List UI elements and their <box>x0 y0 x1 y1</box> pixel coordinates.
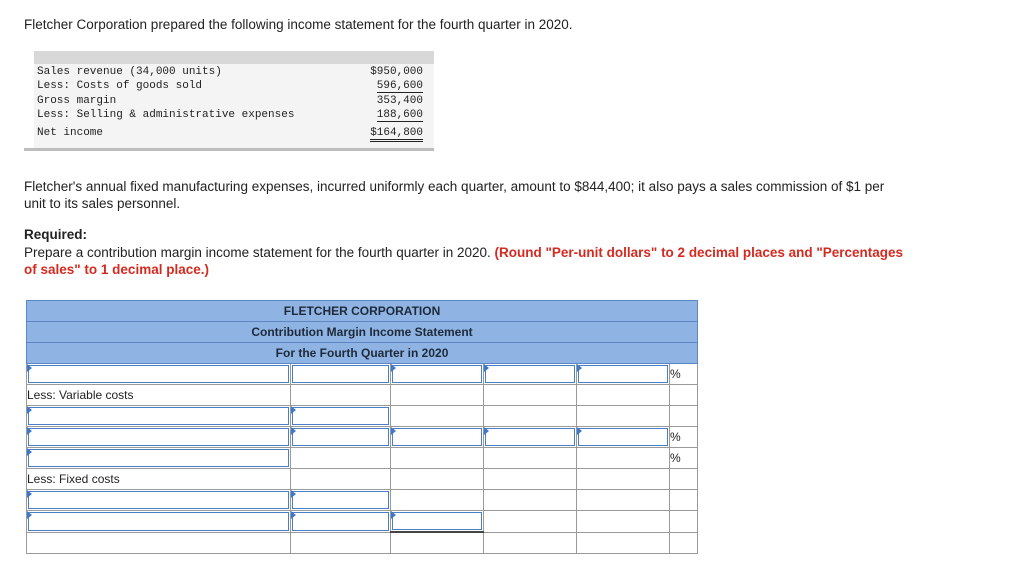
dropdown-arrow-icon <box>27 427 32 435</box>
contribution-margin-statement <box>26 300 698 554</box>
dropdown-arrow-icon <box>27 448 32 456</box>
table-row <box>27 427 698 448</box>
sales-per-unit-input[interactable] <box>392 365 482 383</box>
variable-cost-per-unit-input[interactable] <box>392 428 482 446</box>
statement-period: For the Fourth Quarter in 2020 <box>27 343 698 364</box>
dropdown-arrow-icon <box>577 364 582 372</box>
variable-cost-percent-input[interactable] <box>578 428 668 446</box>
variable-cost-2-amount-input[interactable] <box>292 428 389 446</box>
variable-cost-amount-input[interactable] <box>292 407 389 425</box>
table-row <box>27 490 698 511</box>
statement-company: FLETCHER CORPORATION <box>27 301 698 322</box>
percent-sign: % <box>670 364 698 385</box>
intro-text: Fletcher Corporation prepared the following income statement for the fourth quarter in 2020. <box>24 17 573 32</box>
table-row <box>27 364 698 385</box>
sales-amount-input[interactable] <box>292 365 389 383</box>
fixed-cost-amount-input[interactable] <box>292 491 389 509</box>
fixed-cost-2-amount-input[interactable] <box>292 512 389 531</box>
dropdown-arrow-icon <box>291 511 296 519</box>
fixed-cost-total-input[interactable] <box>392 512 482 530</box>
table-row <box>27 469 698 490</box>
table-row <box>27 406 698 427</box>
dropdown-arrow-icon <box>27 406 32 414</box>
rounding-note: (Round "Per-unit dollars" to 2 decimal places and "Percentages of sales" to 1 decimal place.) <box>24 245 904 277</box>
statement-title: Contribution Margin Income Statement <box>27 322 698 343</box>
dropdown-arrow-icon <box>391 427 396 435</box>
required-heading: Required: <box>24 227 88 242</box>
dropdown-arrow-icon <box>27 490 32 498</box>
dropdown-arrow-icon <box>484 427 489 435</box>
dropdown-arrow-icon <box>291 406 296 414</box>
dropdown-arrow-icon <box>27 364 32 372</box>
percent-sign: % <box>670 448 698 469</box>
dropdown-arrow-icon <box>391 511 396 519</box>
variable-cost-units-input[interactable] <box>485 428 575 446</box>
table-row <box>27 511 698 533</box>
dropdown-arrow-icon <box>484 364 489 372</box>
dropdown-arrow-icon <box>27 511 32 519</box>
fixed-cost-2-label-input[interactable] <box>28 512 289 531</box>
dropdown-arrow-icon <box>291 490 296 498</box>
variable-cost-2-label-input[interactable] <box>28 428 289 446</box>
dropdown-arrow-icon <box>391 364 396 372</box>
fixed-cost-label-input[interactable] <box>28 491 289 509</box>
contribution-margin-label-input[interactable] <box>28 449 289 467</box>
variable-cost-label-input[interactable] <box>28 407 289 425</box>
income-statement-header-band <box>34 51 434 64</box>
sales-units-input[interactable] <box>485 365 575 383</box>
dropdown-arrow-icon <box>577 427 582 435</box>
variable-costs-label: Less: Variable costs <box>27 385 291 406</box>
table-row <box>27 385 698 406</box>
income-statement: Sales revenue (34,000 units) $950,000 Less: Costs of goods sold 596,600 Gross margin 353,400 Less: Selling & administrative expenses 188,600 Net income $164,800 <box>34 51 434 151</box>
required-instructions: Prepare a contribution margin income statement for the fourth quarter in 2020. (Round "Per-unit dollars" to 2 decimal places and "Percentages of sales" to 1 decimal place.) <box>24 245 904 277</box>
dropdown-arrow-icon <box>291 427 296 435</box>
sales-percent-input[interactable] <box>578 365 668 383</box>
table-row <box>27 448 698 469</box>
fixed-costs-label: Less: Fixed costs <box>27 469 291 490</box>
table-row <box>27 532 698 554</box>
sales-label-input[interactable] <box>28 365 289 383</box>
percent-sign: % <box>670 427 698 448</box>
fixed-expense-paragraph: Fletcher's annual fixed manufacturing expenses, incurred uniformly each quarter, amount to $844,400; it also pays a sales commission of $1 per unit to its sales personnel. <box>24 179 885 211</box>
